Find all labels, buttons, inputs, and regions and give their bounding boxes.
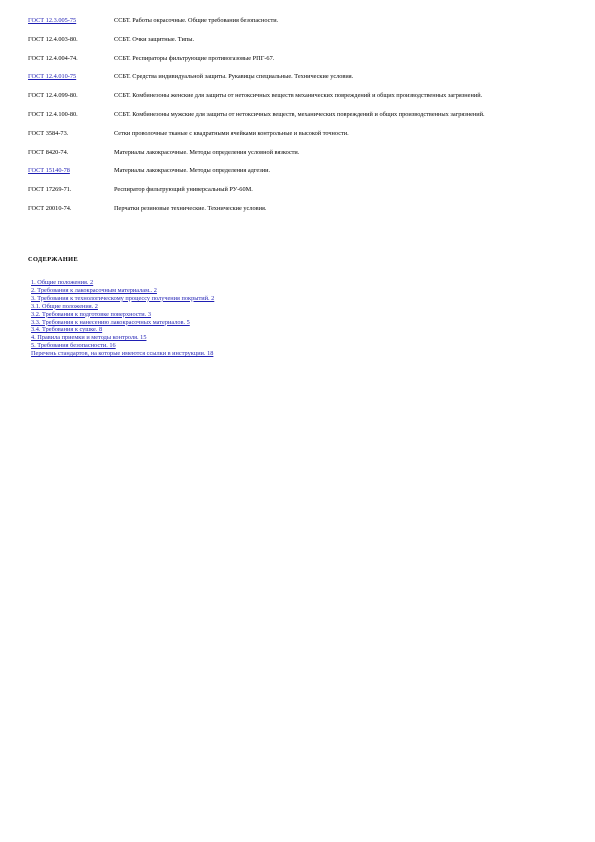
reference-list <box>28 17 568 224</box>
reference-code: ГОСТ 12.4.100-80. <box>28 110 78 118</box>
toc-link[interactable]: 3.4. Требования к сушке. 8 <box>31 326 103 334</box>
reference-code: ГОСТ 20010-74. <box>28 204 72 212</box>
reference-row <box>28 205 568 213</box>
reference-title: ССБТ. Комбинезоны мужские для защиты от нетоксичных веществ, механических повреждений и общих производственных загрязнений. <box>114 110 485 118</box>
toc-link[interactable]: 3. Требования к технологическому процессу получения покрытий. 2 <box>31 294 215 302</box>
toc-link[interactable]: 3.1. Общие положения. 2 <box>31 302 98 310</box>
toc-link[interactable]: 3.3. Требования к нанесению лакокрасочных материалов. 5 <box>31 318 190 326</box>
reference-title: ССБТ. Средства индивидуальной защиты. Рукавицы специальные. Технические условия. <box>114 73 354 81</box>
reference-row <box>28 149 568 157</box>
reference-row <box>28 186 568 194</box>
toc-link[interactable]: 1. Общие положения. 2 <box>31 279 94 286</box>
reference-code: ГОСТ 3584-73. <box>28 129 69 137</box>
reference-title: ССБТ. Респираторы фильтрующие противогазовые РПГ-67. <box>114 54 275 62</box>
reference-title: ССБТ. Очки защитные. Типы. <box>114 35 195 43</box>
toc-link[interactable]: 5. Требования безопасности. 16 <box>31 342 116 350</box>
reference-row <box>28 17 568 25</box>
reference-row <box>28 111 568 119</box>
toc-link[interactable]: Перечень стандартов, на которые имеются ссылки в инструкции. 18 <box>31 350 214 358</box>
reference-row <box>28 167 568 175</box>
toc-link[interactable]: 4. Правила приемки и методы контроля. 15 <box>31 334 147 342</box>
reference-title: Перчатки резиновые технические. Технические условия. <box>114 204 267 212</box>
toc-link[interactable]: 2. Требования к лакокрасочным материалам.. 2 <box>31 286 157 294</box>
toc-heading: СОДЕРЖАНИЕ <box>28 256 79 263</box>
reference-code: ГОСТ 12.4.004-74. <box>28 54 78 62</box>
reference-title: Материалы лакокрасочные. Методы определения адгезии. <box>114 167 271 175</box>
reference-code: ГОСТ 8420-74. <box>28 148 69 156</box>
reference-code-link[interactable]: ГОСТ 12.4.010-75 <box>28 73 77 81</box>
table-of-contents <box>31 279 431 358</box>
reference-title: Респиратор фильтрующий универсальный РУ-60М. <box>114 186 253 194</box>
reference-title: Материалы лакокрасочные. Методы определения условной вязкости. <box>114 148 300 156</box>
reference-row <box>28 55 568 63</box>
reference-code-link[interactable]: ГОСТ 12.3.005-75 <box>28 17 77 24</box>
reference-code: ГОСТ 17269-71. <box>28 186 72 194</box>
reference-code: ГОСТ 12.4.099-80. <box>28 92 78 100</box>
reference-code-link[interactable]: ГОСТ 15140-78 <box>28 167 70 175</box>
reference-code: ГОСТ 12.4.003-80. <box>28 35 78 43</box>
reference-row <box>28 73 568 81</box>
reference-title: ССБТ. Работы окрасочные. Общие требования безопасности. <box>114 17 279 24</box>
reference-title: ССБТ. Комбинезоны женские для защиты от нетоксичных веществ механических повреждений и общих производственных загрязнений. <box>114 92 483 100</box>
toc-link[interactable]: 3.2. Требования к подготовке поверхности. 3 <box>31 310 151 318</box>
reference-title: Сетки проволочные тканые с квадратными ячейками контрольные и высокой точности. <box>114 129 349 137</box>
reference-row <box>28 92 568 100</box>
reference-row <box>28 36 568 44</box>
reference-row <box>28 130 568 138</box>
